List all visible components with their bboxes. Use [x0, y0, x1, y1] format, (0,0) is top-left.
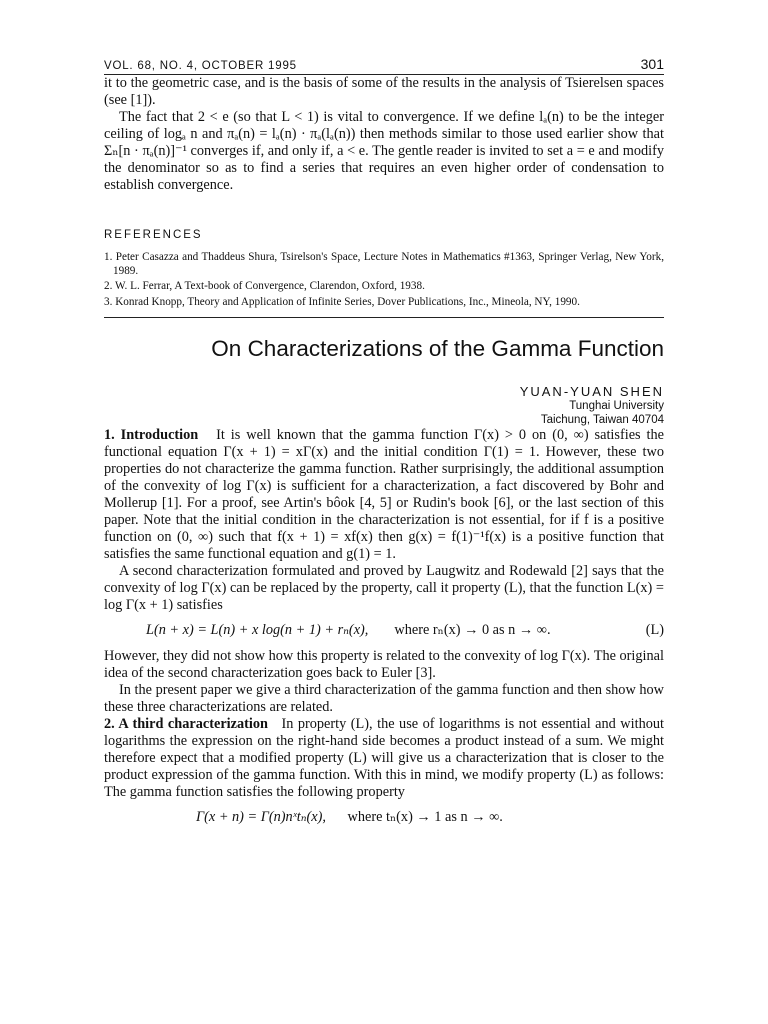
continued-paragraph-2: The fact that 2 < e (so that L < 1) is vital to convergence. If we define lₐ(n) to be the integer ceiling of logₐ n and πₐ(n) = lₐ(n) · πₐ(lₐ(n)) then methods similar to those used earlier show that Σₙ[n · πₐ(n)]⁻¹ converges if, and only if, a < e. The gentle reader is invited to set a = e and modify the denominator so as to find a series that requires an even higher order of condensation to establish convergence.	[104, 109, 664, 193]
equation-L-main: L(n + x) = L(n) + x log(n + 1) + rₙ(x),	[146, 622, 369, 639]
reference-item: 1. Peter Casazza and Thaddeus Shura, Tsirelson's Space, Lecture Notes in Mathematics #1363, Springer Verlag, New York, 1989.	[104, 251, 664, 277]
equation-L-condition: where rₙ(x) → 0 as n → ∞.	[394, 622, 551, 639]
equation-gamma	[196, 809, 664, 826]
journal-page	[104, 56, 664, 835]
running-head	[104, 56, 664, 75]
equation-L-label: (L)	[645, 622, 664, 639]
section-heading-introduction: 1. Introduction	[104, 427, 199, 444]
section-third-characterization	[104, 716, 664, 826]
equation-L	[104, 622, 664, 639]
intro-paragraph-2: A second characterization formulated and proved by Laugwitz and Rodewald [2] says that the convexity of log Γ(x) can be replaced by the property, call it property (L), that the function L(x) = log Γ(x + 1) satisfies	[104, 563, 664, 614]
reference-item: 3. Konrad Knopp, Theory and Application of Infinite Series, Dover Publications, Inc., Mineola, NY, 1990.	[104, 295, 580, 308]
references-heading: REFERENCES	[104, 229, 203, 241]
section-heading-third-characterization: 2. A third characterization	[104, 716, 268, 733]
intro-paragraph-1-text: It is well known that the gamma function Γ(x) > 0 on (0, ∞) satisfies the functional equation Γ(x + 1) = xΓ(x) and the initial condition Γ(1) = 1. However, these two properties do not characterize the gamma function. Rather surprisingly, the additional assumption of the convexity of log Γ(x) is sufficient for a characterization, a fact discovered by Bohr and Mollerup [1]. For a proof, see Artin's bôok [4, 5] or Rudin's book [6], or the last section of this paper. Note that the initial condition in the characterization is not essential, for if f is a positive function on (0, ∞) such that f(x + 1) = xf(x) then g(x) = f(1)⁻¹f(x) is a positive function that satisfies the same functional equation and g(1) = 1.	[104, 427, 665, 563]
journal-issue: VOL. 68, NO. 4, OCTOBER 1995	[104, 60, 297, 72]
affiliation-location: Taichung, Taiwan 40704	[540, 414, 664, 427]
affiliation-university: Tunghai University	[569, 400, 664, 413]
equation-gamma-main: Γ(x + n) = Γ(n)nˣtₙ(x),	[196, 809, 326, 826]
continued-paragraph-1: it to the geometric case, and is the basis of some of the results in the analysis of Tsierelsen spaces (see [1]).	[104, 75, 664, 108]
equation-gamma-condition: where tₙ(x) → 1 as n → ∞.	[347, 809, 503, 826]
article-title: On Characterizations of the Gamma Function	[211, 336, 664, 362]
intro-paragraph-4: In the present paper we give a third characterization of the gamma function and then show how these three characterizations are related.	[104, 682, 664, 716]
page-number: 301	[640, 56, 664, 72]
author-block	[104, 384, 664, 427]
intro-paragraph-3: However, they did not show how this property is related to the convexity of log Γ(x). The original idea of the second characterization goes back to Euler [3].	[104, 648, 664, 682]
section-introduction	[104, 427, 664, 716]
intro-paragraph-1	[104, 427, 664, 563]
continued-text	[104, 75, 664, 194]
article-divider	[104, 317, 664, 318]
reference-item: 2. W. L. Ferrar, A Text-book of Convergence, Clarendon, Oxford, 1938.	[104, 280, 425, 293]
references-list	[104, 251, 664, 309]
section2-paragraph-1	[104, 716, 664, 801]
section2-paragraph-1-text: In property (L), the use of logarithms is not essential and without logarithms the expression on the right-hand side becomes a product instead of a sum. We might therefore expect that a modified property (L) will give us a characterization that is closer to the product expression of the gamma function. With this in mind, we modify property (L) as follows: The gamma function satisfies the following property	[104, 716, 664, 801]
author-name: YUAN-YUAN SHEN	[519, 384, 664, 400]
